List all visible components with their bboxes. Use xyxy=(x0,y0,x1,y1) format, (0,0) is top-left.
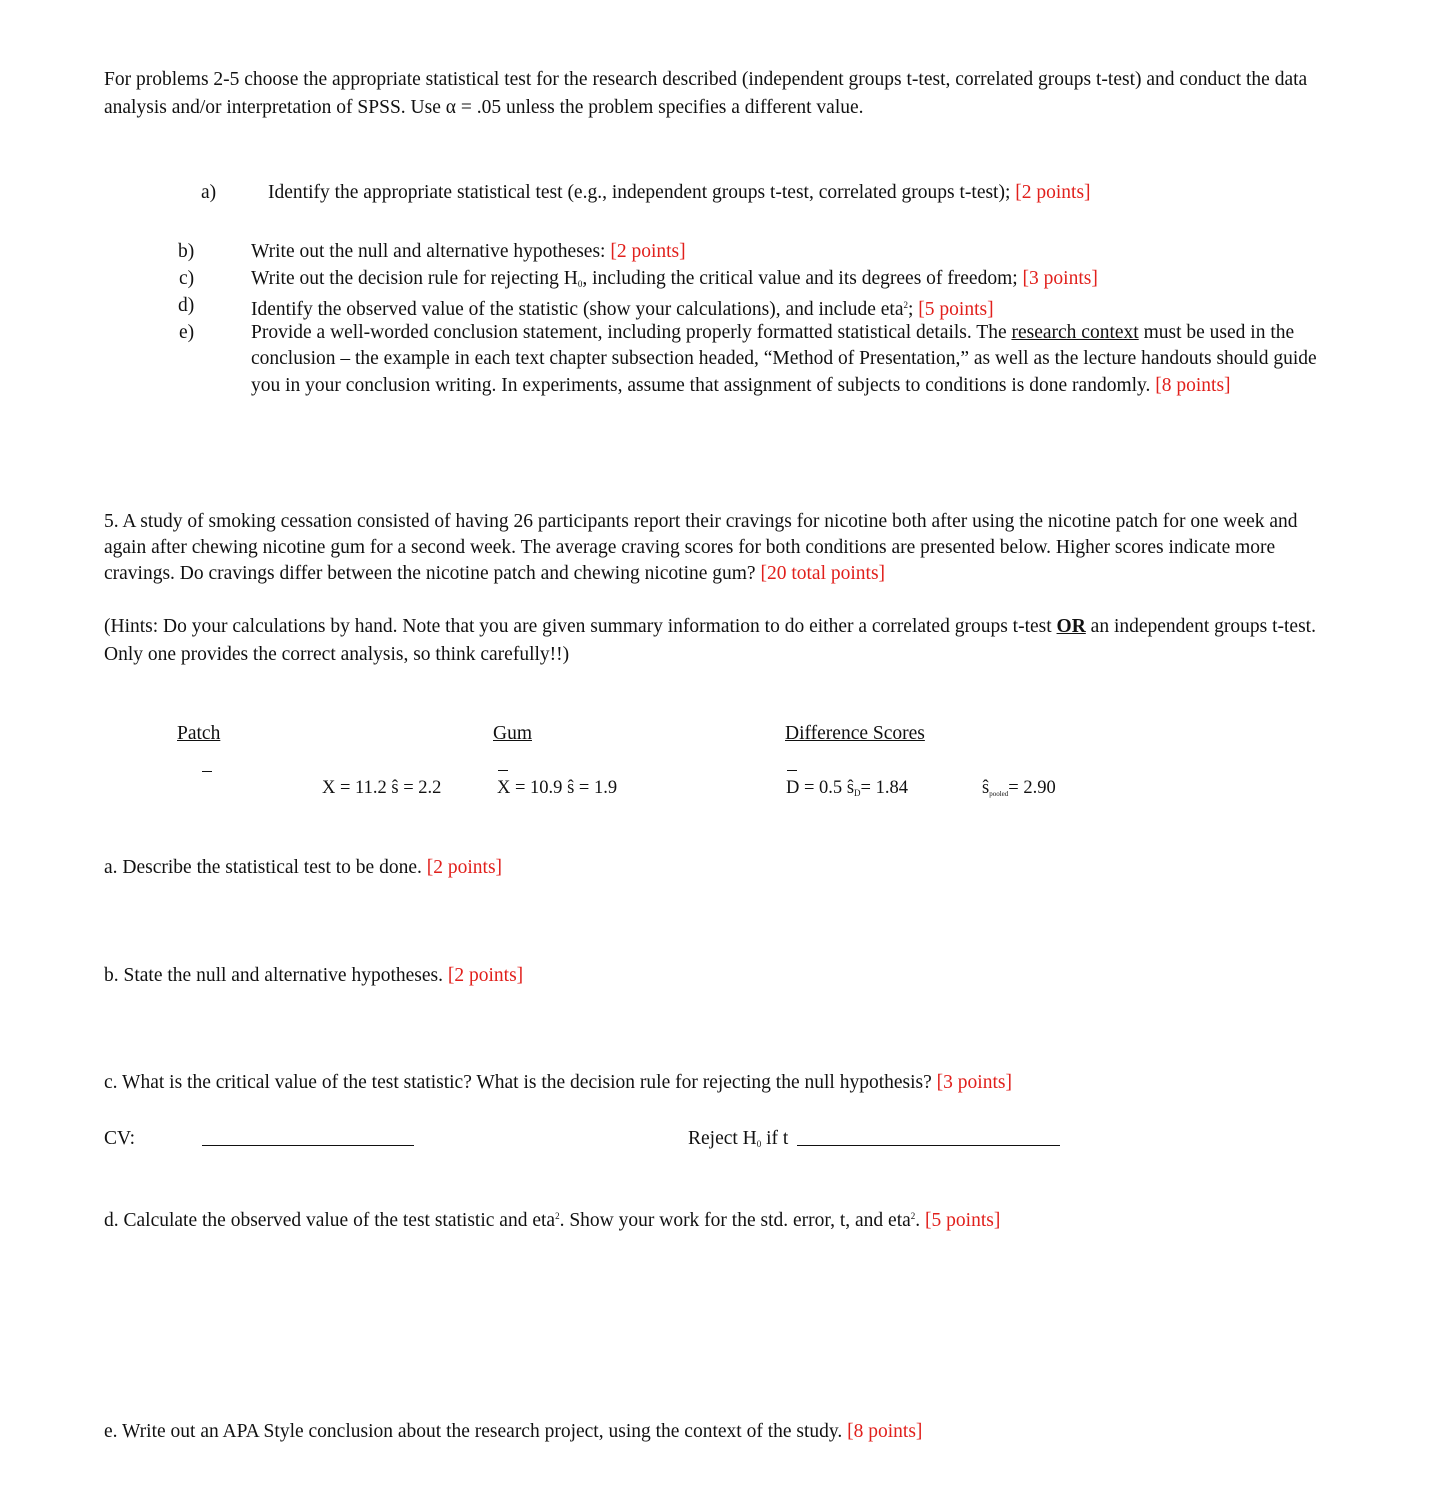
part-e-text-1-rest: must be used in the xyxy=(1138,322,1295,343)
part-e-letter: e) xyxy=(179,322,195,343)
diff-mean-symbol: D xyxy=(786,775,799,802)
part-c-label-rest: , including the critical value and its degrees of freedom; xyxy=(582,268,1023,289)
problem5-line-2: again after chewing nicotine gum for a second week. The average craving scores for both conditions are presented below. Higher scores indicate more xyxy=(104,537,1276,558)
gum-sd-value: = 1.9 xyxy=(574,778,618,798)
pooled-sd-symbol: ŝ xyxy=(982,778,990,798)
hint-text-1: (Hints: Do your calculations by hand. Note that you are given summary information to do either a correlated groups t-test xyxy=(104,616,1057,637)
cv-answer-line[interactable] xyxy=(202,1145,414,1146)
patch-sd-symbol: ŝ xyxy=(391,778,399,798)
gum-mean-symbol: X xyxy=(497,775,510,802)
part-a-points: [2 points] xyxy=(1015,182,1091,203)
part-c-label: Write out the decision rule for rejecting H xyxy=(251,268,578,289)
question-a-text: a. Describe the statistical test to be done. xyxy=(104,857,427,878)
research-context-underlined: research context xyxy=(1011,322,1139,343)
difference-stats xyxy=(786,775,908,807)
question-b-points: [2 points] xyxy=(447,965,524,986)
part-b-points: [2 points] xyxy=(610,241,686,262)
question-b xyxy=(104,962,523,989)
part-c-letter: c) xyxy=(179,268,195,289)
part-a-letter: a) xyxy=(201,182,217,203)
part-d-letter: d) xyxy=(178,295,195,316)
question-c xyxy=(104,1069,1012,1096)
part-a-text xyxy=(268,179,1091,206)
question-c-points: [3 points] xyxy=(936,1072,1012,1093)
cv-label: CV: xyxy=(104,1128,136,1149)
hint-or-bold: OR xyxy=(1056,616,1086,637)
question-a-points: [2 points] xyxy=(426,857,503,878)
part-e-line-1 xyxy=(251,319,1294,346)
part-e-line-2: conclusion – the example in each text chapter subsection headed, “Method of Presentation,” as well as the lecture handouts should guide xyxy=(251,348,1317,369)
problem5-line-1: 5. A study of smoking cessation consisted of having 26 participants report their cravings for nicotine both after using the nicotine patch for one week and xyxy=(104,511,1298,532)
gum-header: Gum xyxy=(493,723,532,744)
diff-sd-sub: D xyxy=(854,788,861,798)
part-c-points: [3 points] xyxy=(1022,268,1098,289)
hint-line-2: Only one provides the correct analysis, so think carefully!!) xyxy=(104,644,570,665)
patch-overbar-mark xyxy=(202,771,212,772)
part-d-label: Identify the observed value of the statistic (show your calculations), and include eta xyxy=(251,299,904,320)
hint-text-1-rest: an independent groups t-test. xyxy=(1085,616,1316,637)
pooled-sub: pooled xyxy=(989,790,1009,798)
question-d-points: [5 points] xyxy=(925,1210,1001,1231)
gum-stats xyxy=(497,775,617,802)
reject-text: Reject H xyxy=(688,1128,757,1149)
part-b-letter: b) xyxy=(178,241,195,262)
patch-sd-value: = 2.2 xyxy=(398,778,442,798)
question-e-text: e. Write out an APA Style conclusion about the research project, using the context of the study. xyxy=(104,1421,848,1442)
reject-sub: 0 xyxy=(756,1139,762,1149)
part-e-text-3: you in your conclusion writing. In experiments, assume that assignment of subjects to conditions is done randomly. xyxy=(251,375,1156,396)
gum-sd-symbol: ŝ xyxy=(567,778,575,798)
reject-text-rest: if t xyxy=(761,1128,789,1149)
question-d-text: d. Calculate the observed value of the test statistic and eta xyxy=(104,1210,556,1231)
question-d-sup-2: 2 xyxy=(910,1211,916,1221)
patch-stats xyxy=(322,775,441,802)
hint-line-1 xyxy=(104,613,1316,640)
part-c-sub: 0 xyxy=(577,279,583,289)
part-d-sup: 2 xyxy=(903,300,908,310)
part-e-points: [8 points] xyxy=(1155,375,1231,396)
question-e-points: [8 points] xyxy=(847,1421,923,1442)
intro-line-1: For problems 2-5 choose the appropriate statistical test for the research described (independent groups t-test, correlated groups t-test) and conduct the data xyxy=(104,69,1308,90)
part-b-label: Write out the null and alternative hypotheses: xyxy=(251,241,611,262)
part-e-text-1: Provide a well-worded conclusion statement, including properly formatted statistical details. The xyxy=(251,322,1012,343)
question-a xyxy=(104,854,502,881)
diff-mean-value: = 0.5 xyxy=(799,778,847,798)
question-d xyxy=(104,1203,1000,1234)
problem5-question: cravings. Do cravings differ between the nicotine patch and chewing nicotine gum? xyxy=(104,563,761,584)
question-d-text-mid: . Show your work for the std. error, t, and eta xyxy=(559,1210,911,1231)
part-e-line-3 xyxy=(251,372,1231,399)
diff-sd-symbol: ŝ xyxy=(846,778,855,798)
part-d-points: [5 points] xyxy=(918,299,994,320)
patch-header: Patch xyxy=(177,723,221,744)
question-c-text: c. What is the critical value of the test statistic? What is the decision rule for rejecting the null hypothesis? xyxy=(104,1072,937,1093)
part-b-text xyxy=(251,238,686,265)
reject-rule xyxy=(688,1125,788,1158)
intro-line-2: analysis and/or interpretation of SPSS. Use α = .05 unless the problem specifies a different value. xyxy=(104,97,864,118)
part-a-label: Identify the appropriate statistical test (e.g., independent groups t-test, correlated groups t-test); xyxy=(268,182,1016,203)
problem5-line-3 xyxy=(104,560,885,587)
question-d-text-end: . xyxy=(915,1210,926,1231)
reject-answer-line[interactable] xyxy=(797,1145,1060,1146)
patch-mean-symbol: X xyxy=(322,778,336,798)
patch-mean-value: = 11.2 xyxy=(335,778,392,798)
pooled-stats xyxy=(982,775,1056,808)
pooled-value: = 2.90 xyxy=(1008,778,1056,798)
problem5-points: [20 total points] xyxy=(760,563,886,584)
difference-scores-header: Difference Scores xyxy=(785,723,925,744)
part-d-semicolon: ; xyxy=(908,299,919,320)
question-b-text: b. State the null and alternative hypotheses. xyxy=(104,965,448,986)
question-e xyxy=(104,1418,922,1445)
gum-mean-value: = 10.9 xyxy=(510,778,568,798)
diff-sd-value: = 1.84 xyxy=(860,778,908,798)
question-d-sup-1: 2 xyxy=(555,1211,560,1221)
